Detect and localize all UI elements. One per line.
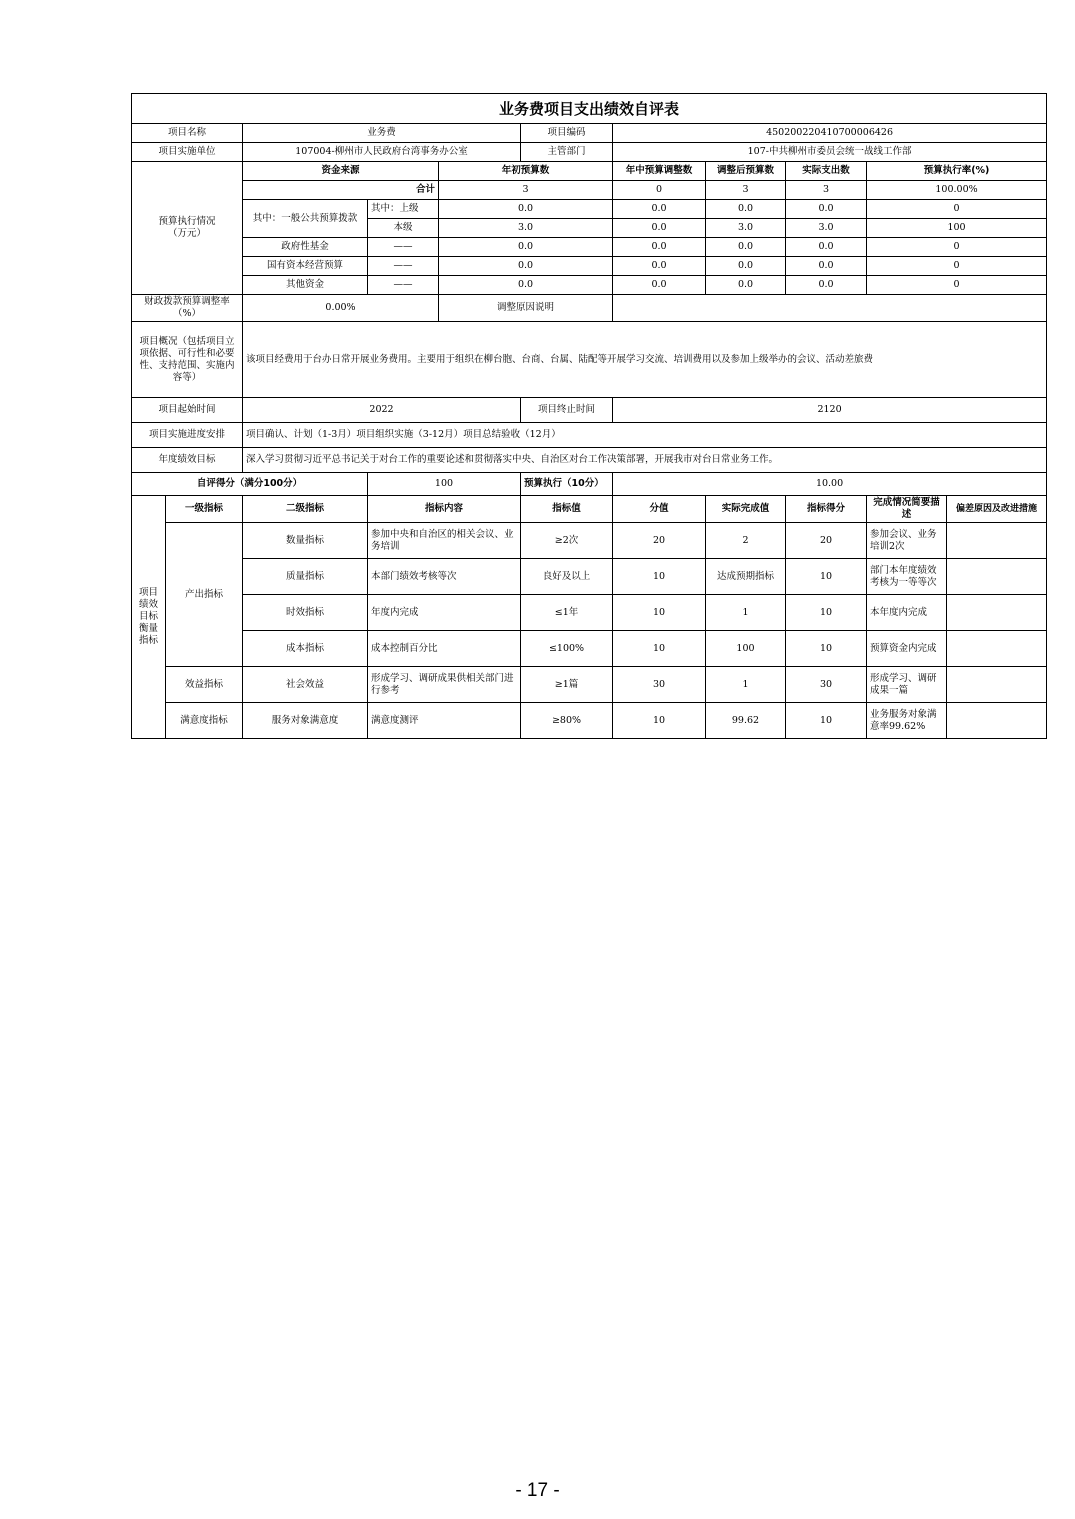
ind-header-deviation: 偏差原因及改进措施 [947, 496, 1047, 523]
ind-header-level2: 二级指标 [243, 496, 368, 523]
project-code-label: 项目编码 [521, 124, 613, 143]
ind-row-score: 10 [786, 703, 867, 739]
budget-upper-actual: 0.0 [786, 200, 867, 219]
ind-row-content: 满意度测评 [368, 703, 521, 739]
budget-fund-adjusted: 0.0 [706, 238, 786, 257]
budget-fund-label: 政府性基金 [243, 238, 368, 257]
ind-row-deviation [947, 559, 1047, 595]
ind-row-value: ≥1篇 [521, 667, 613, 703]
goal-text: 深入学习贯彻习近平总书记关于对台工作的重要论述和贯彻落实中央、自治区对台工作决策部署，开展我市对台日常业务工作。 [243, 448, 1047, 473]
budget-header-midyear: 年中预算调整数 [613, 162, 706, 181]
ind-row-points: 20 [613, 523, 706, 559]
budget-upper-initial: 0.0 [439, 200, 613, 219]
budget-upper-adjusted: 0.0 [706, 200, 786, 219]
budget-header-rate: 预算执行率(%) [867, 162, 1047, 181]
ind-row-content: 形成学习、调研成果供相关部门进行参考 [368, 667, 521, 703]
budget-total-actual: 3 [786, 181, 867, 200]
ind-row-desc: 部门本年度绩效考核为一等等次 [867, 559, 947, 595]
impl-unit-label: 项目实施单位 [132, 143, 243, 162]
adjust-reason-label: 调整原因说明 [439, 295, 613, 322]
ind-row-score: 30 [786, 667, 867, 703]
self-score-label: 自评得分（满分100分） [132, 473, 368, 496]
budget-soe-actual: 0.0 [786, 257, 867, 276]
ind-row-value: ≤1年 [521, 595, 613, 631]
progress-text: 项目确认、计划（1-3月）项目组织实施（3-12月）项目总结验收（12月） [243, 423, 1047, 448]
ind-row-score: 10 [786, 595, 867, 631]
ind-header-points: 分值 [613, 496, 706, 523]
budget-local-midyear: 0.0 [613, 219, 706, 238]
ind-row-points: 10 [613, 703, 706, 739]
ind-row-l2: 质量指标 [243, 559, 368, 595]
budget-other-adjusted: 0.0 [706, 276, 786, 295]
ind-row-l2: 数量指标 [243, 523, 368, 559]
budget-other-initial: 0.0 [439, 276, 613, 295]
budget-soe-initial: 0.0 [439, 257, 613, 276]
ind-row-l2: 时效指标 [243, 595, 368, 631]
ind-level1-benefit: 效益指标 [166, 667, 243, 703]
ind-row-points: 10 [613, 595, 706, 631]
budget-upper-rate: 0 [867, 200, 1047, 219]
budget-local-label: 本级 [368, 219, 439, 238]
ind-row-content: 参加中央和自治区的相关会议、业务培训 [368, 523, 521, 559]
indicator-section-label: 项目绩效目标衡量指标 [132, 496, 166, 739]
budget-local-adjusted: 3.0 [706, 219, 786, 238]
dept-label: 主管部门 [521, 143, 613, 162]
performance-table [131, 93, 1047, 739]
ind-header-score: 指标得分 [786, 496, 867, 523]
ind-row-deviation [947, 631, 1047, 667]
budget-fund-midyear: 0.0 [613, 238, 706, 257]
end-label: 项目终止时间 [521, 398, 613, 423]
budget-soe-rate: 0 [867, 257, 1047, 276]
ind-row-l2: 成本指标 [243, 631, 368, 667]
budget-local-rate: 100 [867, 219, 1047, 238]
ind-header-level1: 一级指标 [166, 496, 243, 523]
ind-row-score: 20 [786, 523, 867, 559]
ind-row-points: 10 [613, 631, 706, 667]
project-code: 450200220410700006426 [613, 124, 1047, 143]
budget-total-rate: 100.00% [867, 181, 1047, 200]
budget-upper-label: 其中：上级 [368, 200, 439, 219]
ind-row-content: 年度内完成 [368, 595, 521, 631]
ind-row-actual: 1 [706, 667, 786, 703]
ind-row-deviation [947, 703, 1047, 739]
budget-soe-dash: —— [368, 257, 439, 276]
ind-row-points: 10 [613, 559, 706, 595]
overview-label: 项目概况（包括项目立项依据、可行性和必要性、支持范围、实施内容等） [132, 322, 243, 398]
budget-local-initial: 3.0 [439, 219, 613, 238]
ind-row-desc: 形成学习、调研成果一篇 [867, 667, 947, 703]
budget-total-initial: 3 [439, 181, 613, 200]
budget-header-actual: 实际支出数 [786, 162, 867, 181]
goal-label: 年度绩效目标 [132, 448, 243, 473]
ind-row-value: ≥80% [521, 703, 613, 739]
progress-label: 项目实施进度安排 [132, 423, 243, 448]
budget-fund-actual: 0.0 [786, 238, 867, 257]
self-score: 100 [368, 473, 521, 496]
budget-soe-midyear: 0.0 [613, 257, 706, 276]
ind-level1-satisfaction: 满意度指标 [166, 703, 243, 739]
ind-row-deviation [947, 523, 1047, 559]
ind-row-actual: 2 [706, 523, 786, 559]
ind-row-desc: 参加会议、业务培训2次 [867, 523, 947, 559]
ind-level1-output: 产出指标 [166, 523, 243, 667]
ind-row-points: 30 [613, 667, 706, 703]
budget-upper-midyear: 0.0 [613, 200, 706, 219]
budget-other-dash: —— [368, 276, 439, 295]
ind-row-value: 良好及以上 [521, 559, 613, 595]
ind-row-deviation [947, 667, 1047, 703]
budget-other-midyear: 0.0 [613, 276, 706, 295]
budget-soe-adjusted: 0.0 [706, 257, 786, 276]
budget-header-initial: 年初预算数 [439, 162, 613, 181]
ind-row-content: 本部门绩效考核等次 [368, 559, 521, 595]
project-name: 业务费 [243, 124, 521, 143]
ind-row-actual: 1 [706, 595, 786, 631]
ind-row-value: ≥2次 [521, 523, 613, 559]
budget-total-midyear: 0 [613, 181, 706, 200]
adjust-rate: 0.00% [243, 295, 439, 322]
budget-other-rate: 0 [867, 276, 1047, 295]
ind-header-desc: 完成情况简要描述 [867, 496, 947, 523]
budget-section-label: 预算执行情况 （万元） [132, 162, 243, 295]
ind-row-desc: 预算资金内完成 [867, 631, 947, 667]
budget-other-label: 其他资金 [243, 276, 368, 295]
ind-row-content: 成本控制百分比 [368, 631, 521, 667]
ind-header-content: 指标内容 [368, 496, 521, 523]
budget-local-actual: 3.0 [786, 219, 867, 238]
exec-score-label: 预算执行（10分） [521, 473, 613, 496]
overview-text: 该项目经费用于台办日常开展业务费用。主要用于组织在柳台胞、台商、台属、陆配等开展学习交流、培训费用以及参加上级举办的会议、活动差旅费 [243, 322, 1047, 398]
budget-total-adjusted: 3 [706, 181, 786, 200]
ind-row-actual: 99.62 [706, 703, 786, 739]
ind-row-deviation [947, 595, 1047, 631]
end-year: 2120 [613, 398, 1047, 423]
dept: 107-中共柳州市委员会统一战线工作部 [613, 143, 1047, 162]
impl-unit: 107004-柳州市人民政府台湾事务办公室 [243, 143, 521, 162]
ind-row-score: 10 [786, 559, 867, 595]
budget-general-label: 其中：一般公共预算拨款 [243, 200, 368, 238]
budget-header-source: 资金来源 [243, 162, 439, 181]
ind-row-actual: 达成预期指标 [706, 559, 786, 595]
ind-row-value: ≤100% [521, 631, 613, 667]
budget-fund-rate: 0 [867, 238, 1047, 257]
ind-header-value: 指标值 [521, 496, 613, 523]
budget-total-label: 合计 [243, 181, 439, 200]
ind-header-actual: 实际完成值 [706, 496, 786, 523]
adjust-reason [613, 295, 1047, 322]
budget-soe-label: 国有资本经营预算 [243, 257, 368, 276]
ind-row-l2: 服务对象满意度 [243, 703, 368, 739]
exec-score: 10.00 [613, 473, 1047, 496]
adjust-rate-label: 财政拨款预算调整率（%） [132, 295, 243, 322]
budget-other-actual: 0.0 [786, 276, 867, 295]
ind-row-l2: 社会效益 [243, 667, 368, 703]
ind-row-score: 10 [786, 631, 867, 667]
budget-fund-initial: 0.0 [439, 238, 613, 257]
budget-header-adjusted: 调整后预算数 [706, 162, 786, 181]
start-label: 项目起始时间 [132, 398, 243, 423]
page-number: - 17 - [515, 1480, 560, 1501]
project-name-label: 项目名称 [132, 124, 243, 143]
ind-row-desc: 业务服务对象满意率99.62% [867, 703, 947, 739]
budget-fund-dash: —— [368, 238, 439, 257]
page-title: 业务费项目支出绩效自评表 [132, 94, 1047, 124]
start-year: 2022 [243, 398, 521, 423]
ind-row-desc: 本年度内完成 [867, 595, 947, 631]
ind-row-actual: 100 [706, 631, 786, 667]
